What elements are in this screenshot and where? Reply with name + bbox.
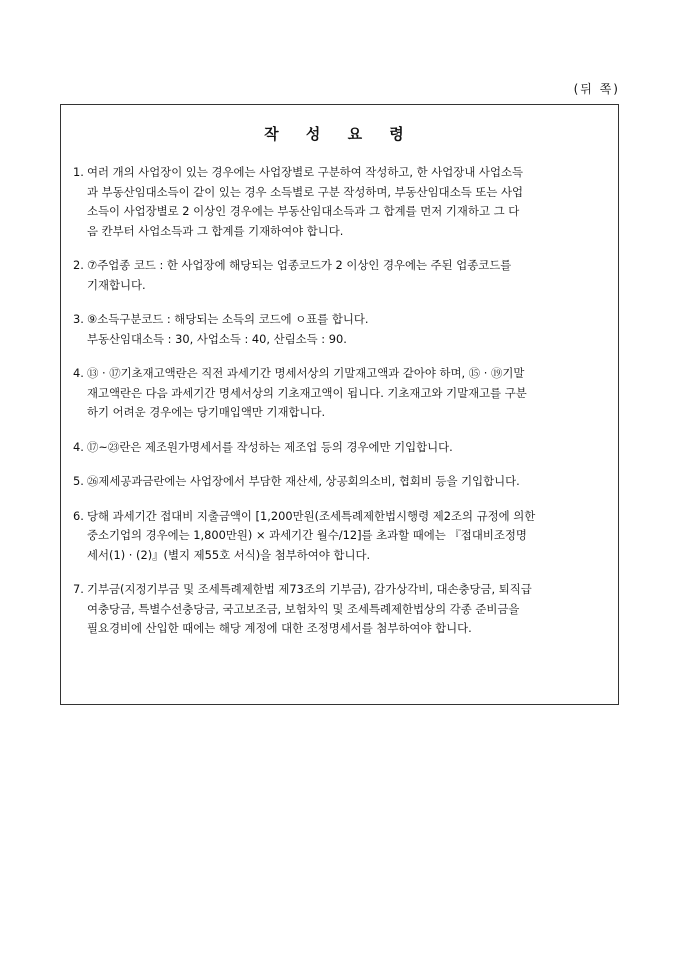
instruction-item xyxy=(73,438,606,458)
item-number: 6. xyxy=(73,508,84,523)
instruction-item xyxy=(73,472,606,492)
item-text: 여러 개의 사업장이 있는 경우에는 사업장별로 구분하여 작성하고, 한 사업장내 사업소득 과 부동산임대소득이 같이 있는 경우 소득별로 구분 작성하며, 부동산임대소득 또는 사업 소득이 사업장별로 2 이상인 경우에는 부동산임대소득과 그 합계를 먼저 기재하고 그 다 음 칸부터 사업소득과 그 합계를 기재하여야 합니다. xyxy=(87,165,523,238)
page-side-label: (뒤 쪽) xyxy=(573,82,620,96)
instruction-item xyxy=(73,580,606,639)
item-number: 1. xyxy=(73,165,84,179)
item-text: ⑰~㉓란은 제조원가명세서를 작성하는 제조업 등의 경우에만 기입합니다. xyxy=(87,439,453,454)
item-number: 5. xyxy=(73,474,84,488)
instruction-item xyxy=(73,364,606,423)
item-text: ⑨소득구분코드 : 해당되는 소득의 코드에 ㅇ표를 합니다. 부동산임대소득 : 30, 사업소득 : 40, 산림소득 : 90. xyxy=(87,312,369,346)
instruction-item xyxy=(73,507,606,566)
item-number: 4. xyxy=(73,366,84,380)
instructions-title: 작 성 요 령 xyxy=(264,125,415,143)
item-number: 7. xyxy=(73,582,84,596)
instruction-item xyxy=(73,310,606,349)
item-text: ㉖제세공과금란에는 사업장에서 부담한 재산세, 상공회의소비, 협회비 등을 기입합니다. xyxy=(87,474,520,488)
instruction-item xyxy=(73,163,606,241)
item-number: 2. xyxy=(73,258,84,272)
instruction-item xyxy=(73,256,606,295)
item-text: 당해 과세기간 접대비 지출금액이 [1,200만원(조세특례제한법시행령 제2조의 규정에 의한 중소기업의 경우에는 1,800만원) × 과세기간 월수/12]를 초과할 때에는 『접대비조정명 세서(1) · (2)』(별지 제55호 서식)을 첨부하여야 합니다. xyxy=(87,508,536,562)
item-text: ⑬ · ⑰기초재고액란은 직전 과세기간 명세서상의 기말재고액과 같아야 하며, ⑮ · ⑲기말 재고액란은 다음 과세기간 명세서상의 기초재고액이 됩니다. 기초재고와 기말재고를 구분 하기 어려운 경우에는 당기매입액만 기재합니다. xyxy=(87,366,527,419)
item-number: 3. xyxy=(73,312,84,326)
item-number: 4. xyxy=(73,439,84,454)
item-text: 기부금(지정기부금 및 조세특례제한법 제73조의 기부금), 감가상각비, 대손충당금, 퇴직급 여충당금, 특별수선충당금, 국고보조금, 보험차익 및 조세특례제한법상의 각종 준비금을 필요경비에 산입한 때에는 해당 계정에 대한 조정명세서를 첨부하여야 합니다. xyxy=(87,582,532,635)
instructions-box xyxy=(60,104,619,705)
item-text: ⑦주업종 코드 : 한 사업장에 해당되는 업종코드가 2 이상인 경우에는 주된 업종코드를 기재합니다. xyxy=(87,258,512,292)
instruction-list xyxy=(73,163,606,654)
